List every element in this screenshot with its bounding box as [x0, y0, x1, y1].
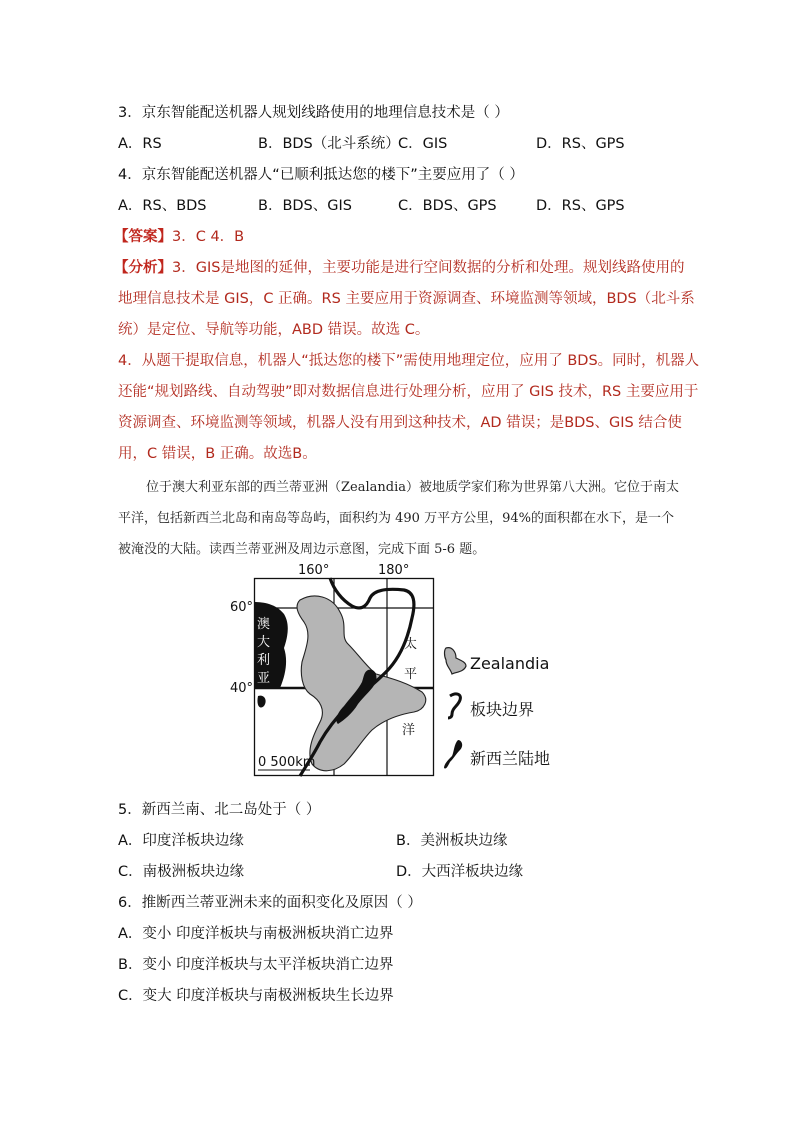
lon-label-160: 160° [298, 563, 330, 578]
legend-new-zealand-icon [442, 738, 468, 772]
lon-label-180: 180° [378, 563, 410, 578]
answer-line [114, 227, 244, 247]
q4-option-c: C．BDS、GPS [398, 198, 497, 214]
q6-option-a: A．变小 印度洋板块与南极洲板块消亡边界 [118, 926, 394, 942]
lat-label-40: 40° [230, 681, 254, 696]
q4-option-a: A．RS、BDS [118, 198, 207, 214]
q5-option-b: B．美洲板块边缘 [396, 833, 508, 849]
analysis-line-3: 统）是定位、导航等功能，ABD 错误。故选 C。 [118, 322, 430, 338]
q3-option-a: A．RS [118, 136, 162, 152]
ocean-char-3: 洋 [402, 723, 416, 738]
answer-label: 【答案】 [114, 229, 172, 245]
australia-char-1: 澳 [257, 617, 271, 632]
zealandia-map [230, 563, 434, 776]
q6-option-b: B．变小 印度洋板块与太平洋板块消亡边界 [118, 957, 394, 973]
legend-zealandia-icon [442, 646, 468, 676]
australia-char-2: 大 [257, 635, 271, 650]
lat-label-60: 60° [230, 600, 254, 615]
q3-stem: 3．京东智能配送机器人规划线路使用的地理信息技术是（ ） [118, 105, 509, 121]
q5-option-a: A．印度洋板块边缘 [118, 833, 244, 849]
legend-plate-boundary-label: 板块边界 [470, 700, 535, 719]
passage-text: 位于澳大利亚东部的西兰蒂亚洲（Zealandia）被地质学家们称为世界第八大洲。它位于南太平洋，包括新西兰北岛和南岛等岛屿，面积约为 490 万平方公里，94%的面积都在水下，是一个被淹没的大陆。读西兰蒂亚洲及周边示意图，完成下面 5-6 题。 [118, 480, 679, 557]
scale-label: 0 500km [258, 755, 316, 770]
australia-char-3: 利 [257, 653, 271, 668]
analysis-line-1 [114, 258, 684, 278]
q4-stem: 4．京东智能配送机器人“已顺利抵达您的楼下”主要应用了（ ） [118, 167, 524, 183]
q5-option-d: D．大西洋板块边缘 [396, 864, 524, 880]
analysis-line-4: 4．从题干提取信息，机器人“抵达您的楼下”需使用地理定位，应用了 BDS。同时，机器人 [118, 353, 700, 369]
legend-plate-boundary-icon [444, 692, 466, 720]
analysis-line-6: 资源调查、环境监测等领域，机器人没有用到这种技术，AD 错误；是BDS、GIS 结合使 [118, 415, 682, 431]
answer-text: 3．C 4．B [172, 229, 245, 245]
q6-stem: 6．推断西兰蒂亚洲未来的面积变化及原因（ ） [118, 895, 422, 911]
analysis-label: 【分析】 [114, 260, 172, 276]
q3-option-d: D．RS、GPS [536, 136, 625, 152]
q3-option-c: C．GIS [398, 136, 448, 152]
analysis-text-1: 3．GIS是地图的延伸，主要功能是进行空间数据的分析和处理。规划线路使用的 [172, 260, 685, 276]
australia-char-4: 亚 [257, 671, 271, 686]
q6-option-c: C．变大 印度洋板块与南极洲板块生长边界 [118, 988, 394, 1004]
analysis-line-5: 还能“规划路线、自动驾驶”即对数据信息进行处理分析，应用了 GIS 技术，RS 主要应用于 [118, 384, 699, 400]
ocean-char-2: 平 [404, 667, 418, 682]
q3-option-b: B．BDS（北斗系统） [258, 136, 400, 152]
q4-option-d: D．RS、GPS [536, 198, 625, 214]
analysis-line-7: 用，C 错误，B 正确。故选B。 [118, 446, 317, 462]
q4-option-b: B．BDS、GIS [258, 198, 352, 214]
ocean-char-1: 太 [404, 637, 418, 652]
q5-stem: 5．新西兰南、北二岛处于（ ） [118, 802, 321, 818]
analysis-line-2: 地理信息技术是 GIS，C 正确。RS 主要应用于资源调查、环境监测等领域，BDS（北斗系 [118, 291, 695, 307]
legend-zealandia-label: Zealandia [470, 654, 550, 673]
legend-new-zealand-label: 新西兰陆地 [470, 749, 551, 768]
q5-option-c: C．南极洲板块边缘 [118, 864, 245, 880]
